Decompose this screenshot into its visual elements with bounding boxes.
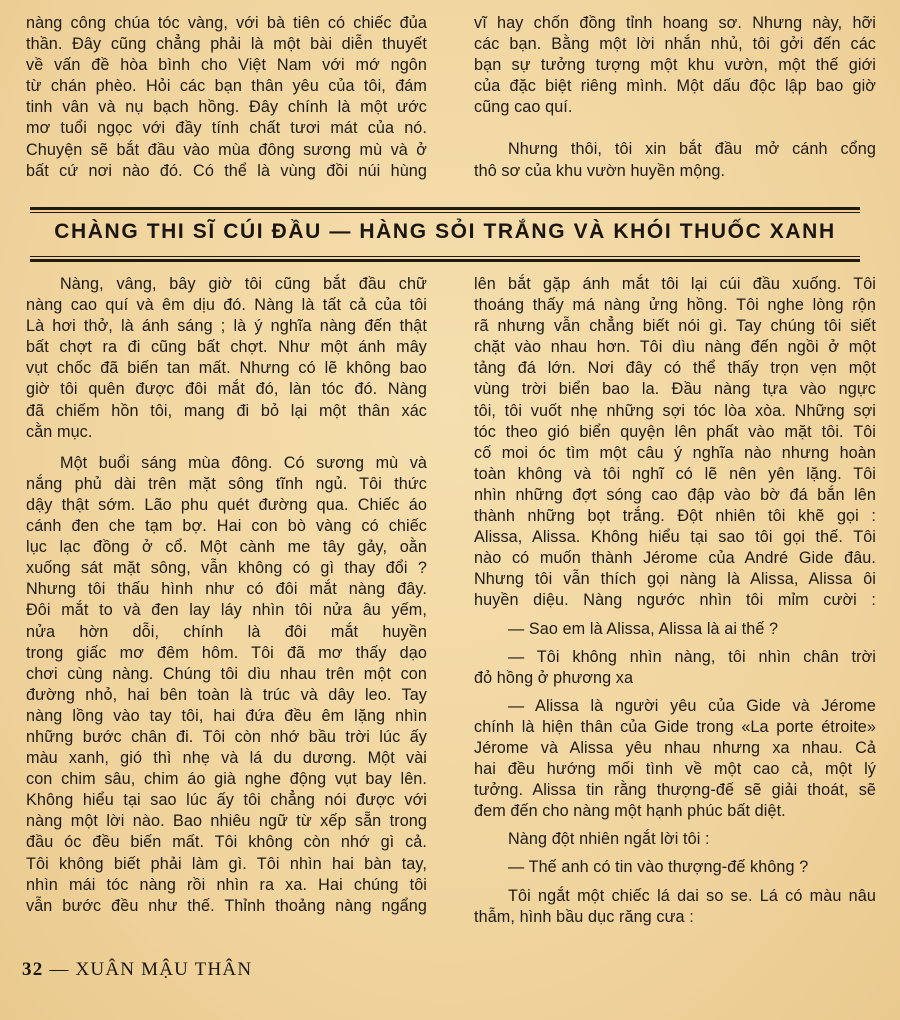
text-line: cố moi óc tìm một câu ý nghĩa nào nhưng hoàn [474, 443, 876, 462]
top-left-column [26, 13, 427, 182]
dialog-line: hai đều hướng mối tình về một cao cả, một lý [474, 760, 876, 779]
body-left-column [26, 274, 427, 917]
text-line: chơi cùng nàng. Chúng tôi dìu nhau trên một con [26, 664, 427, 683]
text-line: toàn không và tôi nghĩ có lẽ nên yên lặng. Tôi [474, 464, 876, 483]
text-line: thô sơ của khu vườn huyền mộng. [474, 161, 726, 180]
text-line: đầu óc đều biến mất. Tôi không còn nhớ gì cả. [26, 833, 427, 852]
text-line: tinh vân và nụ bạch hồng. Đây chính là một ước [26, 98, 427, 117]
text-line: lên bắt gặp ánh mắt tôi lại cúi đầu xuống. Tôi [474, 275, 876, 293]
text-line: Nàng, vâng, bây giờ tôi cũng bắt đầu chữ [60, 275, 427, 293]
text-line: thần. Đây cũng chẳng phải là một bài diễn thuyết [26, 35, 427, 54]
text-line: nàng cao quí và êm dịu đó. Nàng là tất cả của tôi [26, 296, 427, 315]
heading-rule-bottom [30, 259, 860, 262]
text-line: cánh đen che tạm bợ. Hai con bò vàng có chiếc [26, 517, 427, 536]
text-line: tảng đá lớn. Nơi đây có thể thấy trọn vẹn một [474, 359, 876, 378]
text-line: vĩ hay chốn đồng tỉnh hoang sơ. Nhưng này, hỡi [474, 14, 876, 32]
text-line: nhìn những đợt sóng cao đập vào bờ đá bắn lên [474, 485, 876, 504]
text-line: tóc theo gió biển quyện lên phất vào mặt tôi. Tôi [474, 422, 876, 441]
dialog-line: tưởng. Alissa tin rằng thượng-đế sẽ giải thoát, sẽ [474, 781, 876, 800]
text-line: thành những bọt trắng. Đột nhiên tôi khẽ gọi : [474, 507, 876, 526]
text-line: vẫn bước đều như thế. Thỉnh thoảng nàng ngẩng [26, 896, 427, 915]
text-line: rã nhưng vẫn chẳng biết nói gì. Tay chúng tôi siết [474, 317, 876, 336]
text-line: Nhưng thôi, tôi xin bắt đầu mở cánh cổng [508, 140, 876, 159]
dialog-line: đem đến cho nàng một hạnh phúc bất diệt. [474, 802, 786, 821]
text-line: cũng cao quí. [474, 98, 573, 117]
text-line: những bước chân đi. Tôi còn nhớ bầu trời lúc ấy [26, 727, 427, 746]
text-line: nhìn mái tóc nàng rồi nhìn ra xa. Hai chúng tôi [26, 875, 427, 894]
dialog-line: chính là hiện thân của Gide trong «La porte étroite» [474, 717, 876, 736]
section-heading: CHÀNG THI SĨ CÚI ĐẦU — HÀNG SỎI TRẮNG VÀ KHÓI THUỐC XANH [54, 220, 836, 243]
text-line: cằn mục. [26, 422, 93, 441]
text-line: từ chán phèo. Hỏi các bạn thân yêu của tôi, đám [26, 77, 427, 96]
text-line: vụt chốc đã biến tan mất. Nhưng có lẽ không bao [26, 359, 427, 378]
text-line: tôi, tôi vuốt nhẹ những sợi tóc lòa xòa. Những sợi [474, 401, 876, 420]
text-line: Tôi không biết phải làm gì. Tôi nhìn hai bàn tay, [26, 854, 427, 873]
heading-rule-top [30, 207, 860, 210]
text-line: bất cứ nơi nào đó. Có thể là vùng đồi núi hùng [26, 161, 427, 180]
dialog-line: — Thế anh có tin vào thượng-đế không ? [508, 858, 809, 877]
text-line: nửa hờn dỗi, chính là đôi mắt huyền [26, 622, 427, 641]
dialog-line: Jérome và Alissa yêu nhau nhưng xa nhau. Cả [474, 738, 876, 757]
text-line: Nhưng tôi vẫn thích gọi nàng là Alissa, Alissa ôi [474, 570, 876, 589]
text-line: mơ tuổi ngọc với đầy tính chất tươi mát của nó. [26, 119, 427, 138]
narration-line: Nàng đột nhiên ngắt lời tôi : [508, 830, 710, 849]
text-line: thẫm, hình bầu dục răng cưa : [474, 907, 694, 926]
heading-rule-bottom-thin [30, 256, 860, 257]
body-right-column [474, 274, 876, 928]
text-line: Đôi mắt to và đen lay láy nhìn tôi nửa âu yếm, [26, 601, 427, 620]
text-line: Một buổi sáng mùa đông. Có sương mù và [60, 453, 427, 472]
text-line: bạn sự tưởng tượng một khu vườn, một thế giới [474, 56, 876, 75]
text-line: nàng lồng vào tay tôi, hai đứa đều êm lặng nhìn [26, 706, 427, 725]
text-line: nàng một lời nào. Bao nhiêu ngữ từ xếp sẵn trong [26, 812, 427, 831]
dialog-line: đỏ hồng ở phương xa [474, 668, 634, 687]
text-line: nào có muốn thành Jérome của André Gide đâu. [474, 549, 876, 568]
dialog-line: — Tôi không nhìn nàng, tôi nhìn chân trời [508, 647, 876, 666]
text-line: đã chiếm hồn tôi, mang đi bỏ lại một thân xác [26, 401, 427, 420]
text-line: chặt vào nhau hơn. Tôi dìu nàng đến ngồi ở một [474, 338, 876, 357]
text-line: Chuyện sẽ bắt đầu vào mùa đông sương mù và ở [26, 140, 427, 159]
text-line: dậy thật sớm. Lão phu quét đường qua. Chiếc áo [26, 495, 427, 514]
text-line: đường nhỏ, hai bên toàn là trúc và dây leo. Tay [26, 685, 427, 704]
text-line: về vấn đề hòa bình cho Việt Nam với mớ ngôn [26, 56, 427, 75]
heading-rule-top-thin [30, 212, 860, 213]
text-line: giờ tôi quên được đôi mắt đó, làn tóc đó. Nàng [26, 380, 427, 399]
text-line: con chim sâu, chim áo già nghe động vụt bay lên. [26, 770, 427, 789]
text-line: nắng phủ dài trên mặt sông tĩnh ngủ. Tôi thức [26, 474, 427, 493]
text-line: nàng công chúa tóc vàng, với bà tiên có chiếc đủa [26, 14, 427, 32]
text-line: Alissa, Alissa. Không hiểu tại sao tôi gọi thế. Tôi [474, 528, 876, 547]
dialog-line: — Alissa là người yêu của Gide và Jérome [508, 696, 876, 715]
text-line: của đặc biệt riêng mình. Một dấu độc lập bao giờ [474, 77, 876, 96]
publication-name: — XUÂN MẬU THÂN [49, 959, 253, 980]
text-line: thoáng thấy má nàng ửng hồng. Tôi nghe lòng rộn [474, 296, 876, 315]
text-line: huyền diệu. Nàng ngước nhìn tôi mỉm cười : [474, 591, 876, 610]
text-line: trong giấc mơ đêm hôm. Tôi đã mơ thấy dạo [26, 643, 427, 662]
top-right-column [474, 13, 876, 182]
dialog-line: — Sao em là Alissa, Alissa là ai thế ? [508, 619, 779, 638]
text-line: bất chợt ra đi cũng bất chợt. Như một ánh mây [26, 338, 427, 357]
text-line: các bạn. Bằng một lời nhắn nhủ, tôi gởi đến các [474, 35, 876, 54]
page-footer [22, 959, 252, 981]
text-line: lục lạc đồng ở cổ. Một cành me tây gảy, oằn [26, 538, 427, 557]
text-line: Tôi ngắt một chiếc lá dai so se. Lá có màu nâu [508, 886, 876, 905]
text-line: Nhưng tôi thấu hình như có đôi mắt nàng đây. [26, 580, 427, 599]
text-line: màu xanh, gió thì nhẹ và lá du dương. Một vài [26, 749, 427, 768]
text-line: vùng trời biển bao la. Đầu nàng tựa vào ngực [474, 380, 876, 399]
page-number: 32 [22, 959, 44, 980]
text-line: Là hơi thở, là ánh sáng ; là ý nghĩa nàng đến thật [26, 317, 427, 336]
text-line: Không hiểu tại sao lúc ấy tôi chẳng nói được với [26, 791, 427, 810]
text-line: xuống sát mặt sông, vẫn không có gì thay đổi ? [26, 559, 427, 578]
